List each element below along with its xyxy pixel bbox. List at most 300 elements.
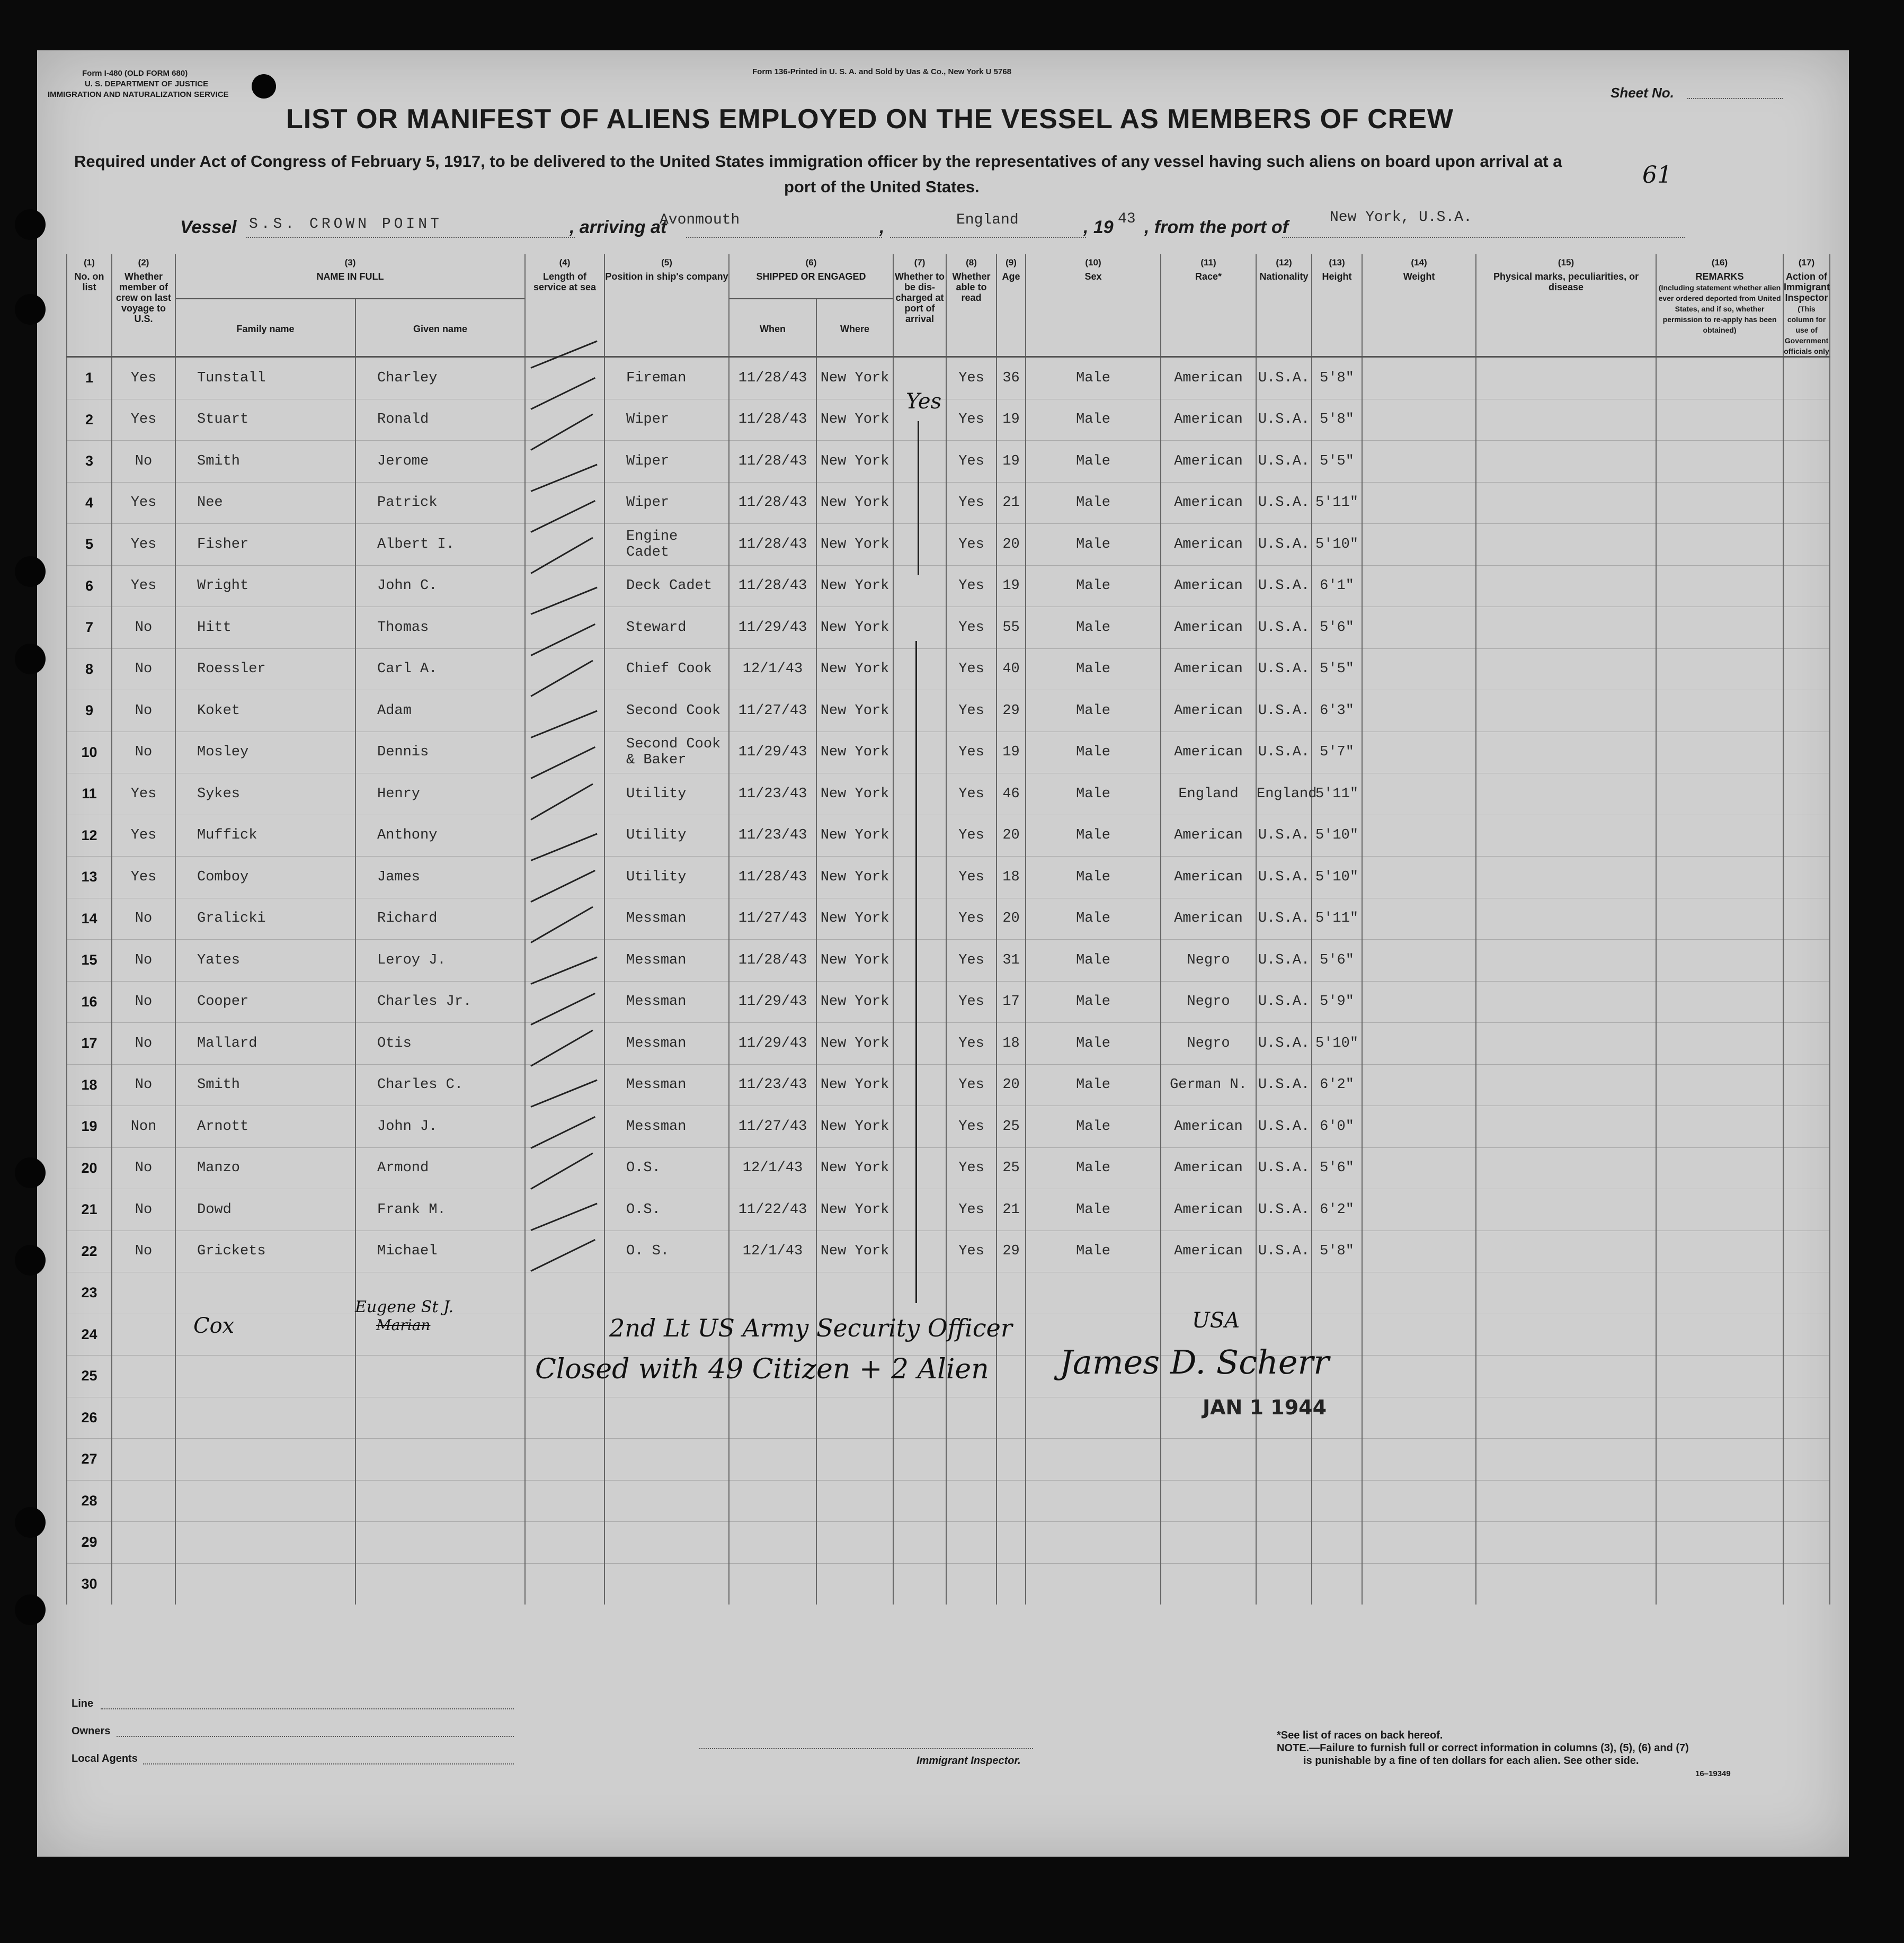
shipped-where-cell: New York [816,1023,893,1065]
inspector-action-cell [1783,1231,1830,1272]
weight-cell [1362,1106,1476,1148]
header-height: (13) Height [1312,254,1362,357]
discharged-cell [893,482,946,524]
sex-cell: Male [1026,1064,1161,1106]
nationality-cell [1256,1272,1312,1314]
comma-sep: , [879,217,885,237]
weight-cell [1362,1272,1476,1314]
remarks-cell [1656,1356,1783,1397]
last-voyage-cell: Yes [112,565,175,607]
form-number: Form I-480 (OLD FORM 680) [82,69,188,78]
physical-marks-cell [1476,1106,1656,1148]
age-cell [997,1480,1026,1522]
shipped-when-cell: 11/28/43 [729,482,816,524]
last-voyage-cell: Yes [112,357,175,399]
shipped-when-cell: 11/28/43 [729,857,816,898]
nationality-cell [1256,1563,1312,1605]
arriving-rule [686,237,882,238]
length-of-service-cell [525,773,604,815]
age-cell: 20 [997,815,1026,857]
able-to-read-cell [946,1397,997,1439]
header-length-of-service: (4) Length of service at sea [525,254,604,357]
last-voyage-cell: No [112,690,175,732]
binder-hole-6 [15,1245,46,1276]
race-cell: England [1161,773,1256,815]
height-cell: 5'11" [1312,482,1362,524]
weight-cell [1362,1563,1476,1605]
arriving-port: Avonmouth [660,212,740,228]
sex-cell: Male [1026,898,1161,940]
footer-note-line-2: is punishable by a fine of ten dollars for each alien. See other side. [1303,1755,1639,1767]
remarks-cell [1656,815,1783,857]
binder-hole-4 [15,644,46,674]
sex-cell: Male [1026,441,1161,483]
last-voyage-cell: No [112,1064,175,1106]
handwritten-officer-title: 2nd Lt US Army Security Officer [609,1314,1012,1342]
last-voyage-cell: No [112,898,175,940]
table-row [67,524,1830,566]
family-name-cell [175,1356,355,1397]
discharge-vertical-stroke-2 [915,641,917,1303]
discharged-cell [893,565,946,607]
inspector-action-cell [1783,1272,1830,1314]
table-row [67,399,1830,441]
shipped-when-cell: 11/29/43 [729,981,816,1023]
table-row [67,565,1830,607]
age-cell: 21 [997,1189,1026,1231]
height-cell: 5'6" [1312,940,1362,982]
given-name-cell: Ronald [355,399,525,441]
able-to-read-cell: Yes [946,607,997,649]
shipped-when-cell: 11/28/43 [729,399,816,441]
race-cell: American [1161,1231,1256,1272]
age-cell: 21 [997,482,1026,524]
last-voyage-cell: Yes [112,524,175,566]
age-cell: 31 [997,940,1026,982]
given-name-cell: Adam [355,690,525,732]
given-name-cell: Dennis [355,732,525,773]
sex-cell: Male [1026,940,1161,982]
family-name-cell: Comboy [175,857,355,898]
discharged-cell [893,648,946,690]
given-name-cell [355,1522,525,1564]
handwritten-usa: USA [1192,1308,1240,1333]
table-row [67,898,1830,940]
inspector-action-cell [1783,1522,1830,1564]
position-cell [604,1563,729,1605]
last-voyage-cell: No [112,940,175,982]
length-of-service-cell [525,1272,604,1314]
row-number: 14 [67,898,112,940]
last-voyage-cell: No [112,981,175,1023]
binder-hole-5 [15,1157,46,1188]
able-to-read-cell [946,1563,997,1605]
position-cell: Fireman [604,357,729,399]
age-cell [997,1397,1026,1439]
age-cell: 29 [997,1231,1026,1272]
year-prefix: , 19 [1083,217,1114,237]
family-name-cell [175,1563,355,1605]
discharged-cell [893,898,946,940]
family-name-cell: Manzo [175,1147,355,1189]
inspector-action-cell [1783,1189,1830,1231]
discharge-vertical-stroke-1 [918,421,919,575]
discharged-cell [893,857,946,898]
physical-marks-cell [1476,1314,1656,1356]
inspector-action-cell [1783,1064,1830,1106]
sex-cell: Male [1026,607,1161,649]
shipped-where-cell: New York [816,1147,893,1189]
discharged-cell [893,1231,946,1272]
physical-marks-cell [1476,981,1656,1023]
height-cell: 5'11" [1312,898,1362,940]
age-cell: 25 [997,1147,1026,1189]
sex-cell: Male [1026,524,1161,566]
row-number: 1 [67,357,112,399]
given-name-cell: Michael [355,1231,525,1272]
table-row [67,1189,1830,1231]
given-name-cell: Henry [355,773,525,815]
sex-cell: Male [1026,648,1161,690]
vessel-label: Vessel [180,217,237,237]
age-cell: 19 [997,399,1026,441]
able-to-read-cell: Yes [946,565,997,607]
weight-cell [1362,815,1476,857]
department: U. S. DEPARTMENT OF JUSTICE [85,79,209,88]
race-cell [1161,1439,1256,1481]
age-cell: 18 [997,1023,1026,1065]
header-name-in-full: (3) NAME IN FULL [175,254,525,299]
family-name-cell: Dowd [175,1189,355,1231]
last-voyage-cell: No [112,441,175,483]
discharged-cell [893,441,946,483]
nationality-cell: U.S.A. [1256,399,1312,441]
race-cell: American [1161,1106,1256,1148]
sex-cell: Male [1026,690,1161,732]
physical-marks-cell [1476,1397,1656,1439]
length-of-service-cell [525,1064,604,1106]
table-row [67,357,1830,399]
race-cell: American [1161,565,1256,607]
table-row [67,857,1830,898]
given-name-cell: Charles C. [355,1064,525,1106]
nationality-cell: U.S.A. [1256,648,1312,690]
given-name-cell: Charles Jr. [355,981,525,1023]
position-cell: Utility [604,857,729,898]
handwritten-discharge-yes: Yes [906,389,942,414]
shipped-when-cell [729,1522,816,1564]
family-name-cell: Gralicki [175,898,355,940]
shipped-when-cell [729,1439,816,1481]
able-to-read-cell: Yes [946,1023,997,1065]
header-race: (11) Race* [1161,254,1256,357]
sheet-rule [1687,98,1783,99]
table-row [67,1397,1830,1439]
shipped-where-cell: New York [816,565,893,607]
physical-marks-cell [1476,1480,1656,1522]
height-cell: 5'8" [1312,1231,1362,1272]
header-no-on-list: (1) No. on list [67,254,112,357]
sex-cell [1026,1563,1161,1605]
discharged-cell [893,940,946,982]
able-to-read-cell: Yes [946,648,997,690]
able-to-read-cell: Yes [946,1231,997,1272]
given-name-cell [355,1397,525,1439]
row-number: 5 [67,524,112,566]
inspector-action-cell [1783,357,1830,399]
remarks-cell [1656,1231,1783,1272]
table-row [67,1064,1830,1106]
shipped-where-cell: New York [816,1231,893,1272]
row-number: 12 [67,815,112,857]
weight-cell [1362,607,1476,649]
printer-line: Form 136-Printed in U. S. A. and Sold by Uas & Co., New York U 5768 [752,67,1012,76]
age-cell [997,1563,1026,1605]
family-name-cell: Muffick [175,815,355,857]
row-number: 11 [67,773,112,815]
physical-marks-cell [1476,773,1656,815]
family-name-cell: Arnott [175,1106,355,1148]
shipped-where-cell: New York [816,648,893,690]
last-voyage-cell: Yes [112,815,175,857]
handwritten-row23-family: Cox [193,1314,235,1338]
header-age: (9) Age [997,254,1026,357]
inspector-signature: James D. Scherr [1060,1343,1329,1382]
position-cell: Messman [604,981,729,1023]
header-given-name: Given name [355,299,525,357]
weight-cell [1362,732,1476,773]
position-cell: Wiper [604,441,729,483]
table-row [67,1231,1830,1272]
weight-cell [1362,1189,1476,1231]
length-of-service-cell [525,1023,604,1065]
height-cell: 5'10" [1312,1023,1362,1065]
shipped-when-cell: 11/29/43 [729,607,816,649]
weight-cell [1362,1023,1476,1065]
nationality-cell: U.S.A. [1256,981,1312,1023]
physical-marks-cell [1476,524,1656,566]
shipped-when-cell [729,1397,816,1439]
position-cell: O.S. [604,1147,729,1189]
inspector-action-cell [1783,1106,1830,1148]
weight-cell [1362,1522,1476,1564]
subtitle-line-1: Required under Act of Congress of February 5, 1917, to be delivered to the United States immigration officer by the representatives of any vessel having such aliens on board upon arrival at a [74,152,1562,171]
length-of-service-cell [525,1563,604,1605]
position-cell: Second Cook [604,690,729,732]
shipped-when-cell: 11/27/43 [729,1106,816,1148]
age-cell: 25 [997,1106,1026,1148]
remarks-cell [1656,981,1783,1023]
weight-cell [1362,940,1476,982]
length-of-service-cell [525,1480,604,1522]
physical-marks-cell [1476,1231,1656,1272]
age-cell: 19 [997,565,1026,607]
nationality-cell: U.S.A. [1256,815,1312,857]
remarks-cell [1656,898,1783,940]
race-cell: American [1161,815,1256,857]
able-to-read-cell: Yes [946,524,997,566]
family-name-cell [175,1272,355,1314]
discharged-cell [893,773,946,815]
given-name-cell [355,1563,525,1605]
handwritten-row23-given-struck: Marian [376,1316,431,1334]
inspector-action-cell [1783,1147,1830,1189]
sex-cell: Male [1026,1231,1161,1272]
row-number: 29 [67,1522,112,1564]
shipped-when-cell: 11/27/43 [729,690,816,732]
race-cell: American [1161,732,1256,773]
position-cell: Chief Cook [604,648,729,690]
sex-cell [1026,1522,1161,1564]
family-name-cell: Fisher [175,524,355,566]
inspector-action-cell [1783,732,1830,773]
given-name-cell: Albert I. [355,524,525,566]
table-row [67,1272,1830,1314]
weight-cell [1362,981,1476,1023]
race-cell: American [1161,399,1256,441]
position-cell: O.S. [604,1189,729,1231]
last-voyage-cell: No [112,1023,175,1065]
length-of-service-cell [525,1189,604,1231]
height-cell: 5'5" [1312,441,1362,483]
remarks-cell [1656,1272,1783,1314]
sex-cell: Male [1026,857,1161,898]
table-row [67,607,1830,649]
length-of-service-cell [525,857,604,898]
able-to-read-cell: Yes [946,441,997,483]
table-row [67,1563,1830,1605]
height-cell: 5'6" [1312,607,1362,649]
position-cell: Messman [604,1064,729,1106]
row-number: 21 [67,1189,112,1231]
remarks-cell [1656,1314,1783,1356]
sex-cell [1026,1397,1161,1439]
height-cell: 6'1" [1312,565,1362,607]
table-row [67,940,1830,982]
age-cell: 18 [997,857,1026,898]
weight-cell [1362,773,1476,815]
race-cell [1161,1272,1256,1314]
nationality-cell: U.S.A. [1256,1064,1312,1106]
position-cell [604,1522,729,1564]
row-number: 25 [67,1356,112,1397]
height-cell: 5'7" [1312,732,1362,773]
family-name-cell: Cooper [175,981,355,1023]
inspector-action-cell [1783,524,1830,566]
physical-marks-cell [1476,690,1656,732]
family-name-cell: Yates [175,940,355,982]
service: IMMIGRATION AND NATURALIZATION SERVICE [48,90,229,99]
weight-cell [1362,1314,1476,1356]
height-cell: 6'0" [1312,1106,1362,1148]
sex-cell: Male [1026,565,1161,607]
age-cell: 20 [997,1064,1026,1106]
remarks-cell [1656,690,1783,732]
last-voyage-cell: No [112,1189,175,1231]
length-of-service-cell [525,1106,604,1148]
discharged-cell [893,1397,946,1439]
shipped-where-cell: New York [816,357,893,399]
age-cell: 19 [997,441,1026,483]
nationality-cell: U.S.A. [1256,898,1312,940]
age-cell [997,1439,1026,1481]
header-where: Where [816,299,893,357]
last-voyage-cell [112,1314,175,1356]
remarks-cell [1656,1106,1783,1148]
given-name-cell [355,1480,525,1522]
header-nationality: (12) Nationality [1256,254,1312,357]
shipped-when-cell [729,1563,816,1605]
race-cell [1161,1480,1256,1522]
from-port: New York, U.S.A. [1330,209,1472,226]
shipped-where-cell: New York [816,732,893,773]
given-name-cell: Anthony [355,815,525,857]
physical-marks-cell [1476,1356,1656,1397]
handwritten-closed-note: Closed with 49 Citizen + 2 Alien [535,1353,989,1385]
able-to-read-cell: Yes [946,898,997,940]
inspector-action-cell [1783,565,1830,607]
given-name-cell: Thomas [355,607,525,649]
able-to-read-cell: Yes [946,690,997,732]
weight-cell [1362,565,1476,607]
footer-note-line-1: NOTE.—Failure to furnish full or correct information in columns (3), (5), (6) and (7) [1277,1742,1689,1754]
nationality-cell: U.S.A. [1256,441,1312,483]
able-to-read-cell: Yes [946,940,997,982]
row-number: 7 [67,607,112,649]
inspector-action-cell [1783,857,1830,898]
position-cell: Messman [604,940,729,982]
weight-cell [1362,1064,1476,1106]
sex-cell [1026,1439,1161,1481]
discharged-cell [893,690,946,732]
position-cell: Messman [604,1023,729,1065]
remarks-cell [1656,1563,1783,1605]
family-name-cell: Mallard [175,1023,355,1065]
inspector-action-cell [1783,690,1830,732]
header-remarks: (16) REMARKS (Including statement whether alien ever ordered deported from United States, and if so, whether permission to re-apply has been obtained) [1656,254,1783,357]
family-name-cell: Hitt [175,607,355,649]
shipped-where-cell: New York [816,857,893,898]
shipped-when-cell: 11/27/43 [729,898,816,940]
shipped-where-cell: New York [816,607,893,649]
manifest-sheet [37,50,1849,1857]
inspector-action-cell [1783,648,1830,690]
length-of-service-cell [525,898,604,940]
height-cell [1312,1563,1362,1605]
height-cell: 5'9" [1312,981,1362,1023]
remarks-cell [1656,1189,1783,1231]
family-name-cell: Koket [175,690,355,732]
header-position: (5) Position in ship's company [604,254,729,357]
header-shipped-or-engaged: (6) SHIPPED OR ENGAGED [729,254,893,299]
shipped-where-cell [816,1522,893,1564]
row-number: 2 [67,399,112,441]
age-cell: 19 [997,732,1026,773]
height-cell: 6'3" [1312,690,1362,732]
year: 43 [1118,211,1136,227]
given-name-cell: Leroy J. [355,940,525,982]
shipped-where-cell: New York [816,482,893,524]
last-voyage-cell: No [112,648,175,690]
able-to-read-cell: Yes [946,815,997,857]
physical-marks-cell [1476,399,1656,441]
position-cell: O. S. [604,1231,729,1272]
height-cell [1312,1272,1362,1314]
weight-cell [1362,857,1476,898]
remarks-cell [1656,399,1783,441]
height-cell: 5'8" [1312,357,1362,399]
given-name-cell: Armond [355,1147,525,1189]
